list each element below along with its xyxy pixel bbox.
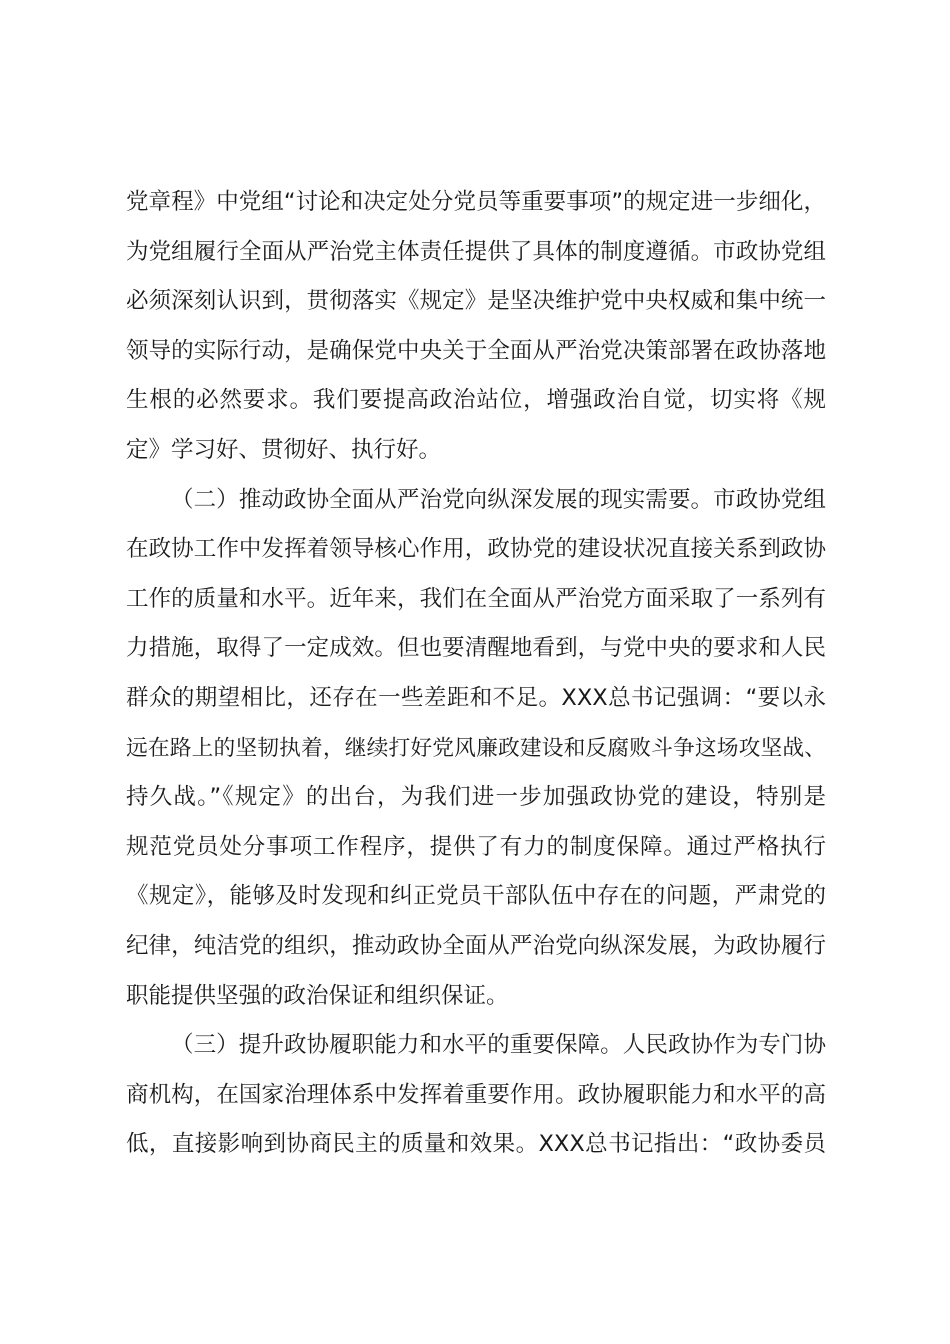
text-line: 必须深刻认识到，贯彻落实《规定》是坚决维护党中央权威和集中统一	[126, 288, 826, 315]
text-line: 职能提供坚强的政治保证和组织保证。	[126, 982, 509, 1009]
text-line: 领导的实际行动，是确保党中央关于全面从严治党决策部署在政协落地	[126, 337, 826, 364]
text-line: 群众的期望相比，还存在一些差距和不足。XXX总书记强调：“要以永	[126, 684, 826, 711]
text-line: 生根的必然要求。我们要提高政治站位，增强政治自觉，切实将《规	[126, 387, 826, 414]
text-line: 低，直接影响到协商民主的质量和效果。XXX总书记指出：“政协委员	[126, 1131, 826, 1158]
text-line: 在政协工作中发挥着领导核心作用，政协党的建设状况直接关系到政协	[126, 536, 826, 563]
paragraph-first-line: （二）推动政协全面从严治党向纵深发展的现实需要。市政协党组	[171, 486, 826, 513]
text-line: 《规定》，能够及时发现和纠正党员干部队伍中存在的问题，严肃党的	[126, 883, 826, 910]
text-line: 党章程》中党组“讨论和决定处分党员等重要事项”的规定进一步细化，	[126, 189, 826, 215]
text-line: 力措施，取得了一定成效。但也要清醒地看到，与党中央的要求和人民	[126, 635, 826, 662]
paragraph-first-line: （三）提升政协履职能力和水平的重要保障。人民政协作为专门协	[171, 1032, 826, 1059]
text-line: 为党组履行全面从严治党主体责任提供了具体的制度遵循。市政协党组	[126, 238, 826, 265]
text-line: 持久战。”《规定》的出台，为我们进一步加强政协党的建设，特别是	[126, 784, 826, 811]
text-line: 规范党员处分事项工作程序，提供了有力的制度保障。通过严格执行	[126, 833, 826, 860]
text-line: 定》学习好、贯彻好、执行好。	[126, 436, 442, 463]
text-line: 工作的质量和水平。近年来，我们在全面从严治党方面采取了一系列有	[126, 585, 826, 612]
text-line: 远在路上的坚韧执着，继续打好党风廉政建设和反腐败斗争这场攻坚战、	[126, 735, 826, 761]
document-body	[126, 178, 826, 1170]
text-line: 商机构，在国家治理体系中发挥着重要作用。政协履职能力和水平的高	[126, 1081, 826, 1108]
text-line: 纪律，纯洁党的组织，推动政协全面从严治党向纵深发展，为政协履行	[126, 932, 826, 959]
